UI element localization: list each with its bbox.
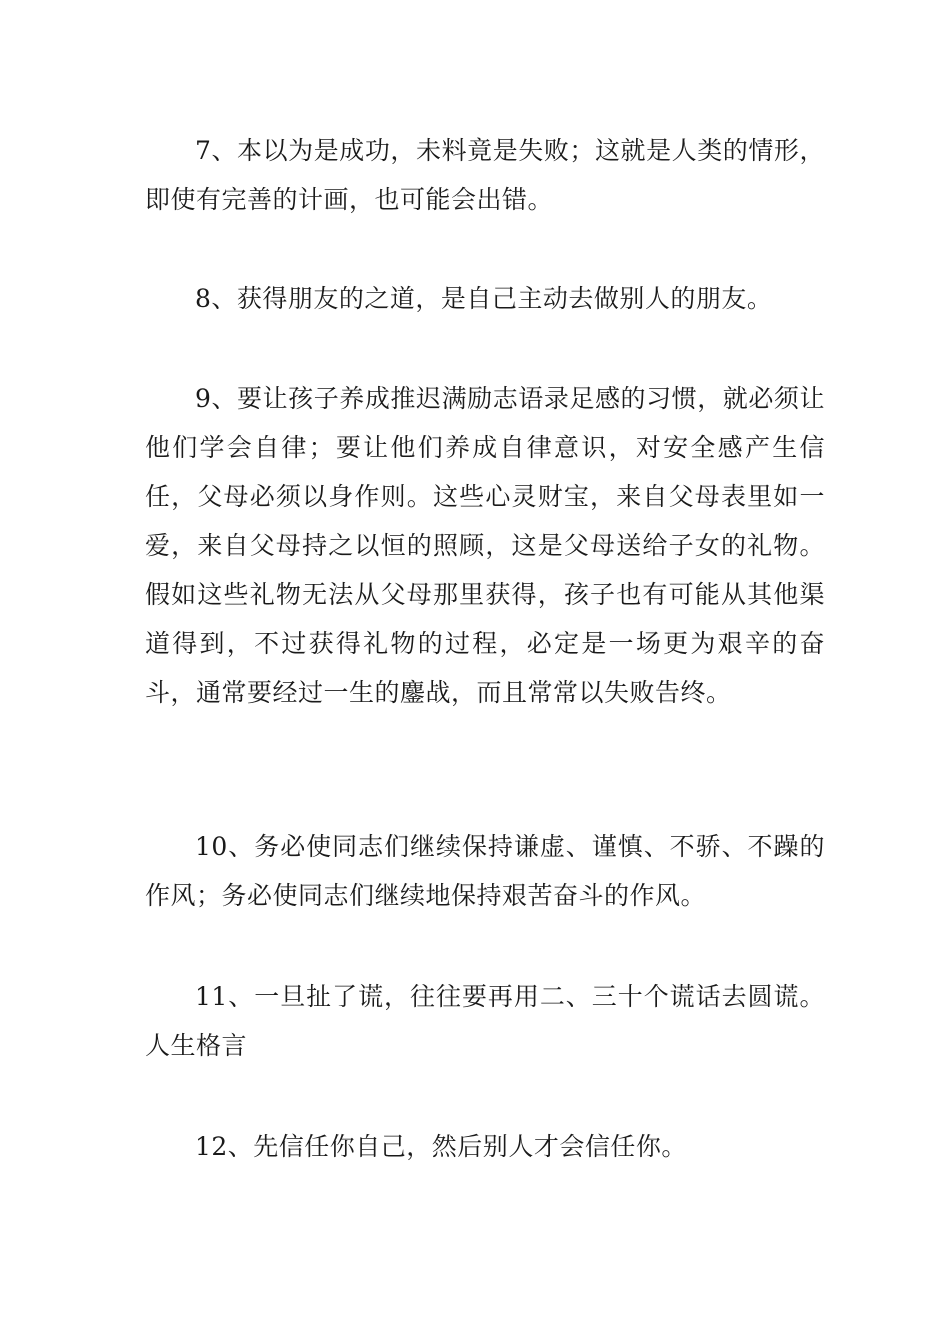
paragraph-12: 12、先信任你自己，然后别人才会信任你。 <box>195 1132 687 1161</box>
paragraph-10: 10、务必使同志们继续保持谦虚、谨慎、不骄、不躁的作风；务必使同志们继续地保持艰苦奋斗的作风。 <box>145 832 825 910</box>
paragraph-7: 7、本以为是成功，未料竟是失败；这就是人类的情形，即使有完善的计画，也可能会出错。 <box>145 136 825 214</box>
paragraph-8: 8、获得朋友的之道，是自己主动去做别人的朋友。 <box>195 284 773 313</box>
paragraph-11: 11、一旦扯了谎，往往要再用二、三十个谎话去圆谎。人生格言 <box>145 982 825 1060</box>
paragraph-9: 9、要让孩子养成推迟满励志语录足感的习惯，就必须让他们学会自律；要让他们养成自律意识，对安全感产生信任，父母必须以身作则。这些心灵财宝，来自父母表里如一爱，来自父母持之以恒的照顾，这是父母送给子女的礼物。假如这些礼物无法从父母那里获得，孩子也有可能从其他渠道得到，不过获得礼物的过程，必定是一场更为艰辛的奋斗，通常要经过一生的鏖战，而且常常以失败告终。 <box>145 384 825 707</box>
